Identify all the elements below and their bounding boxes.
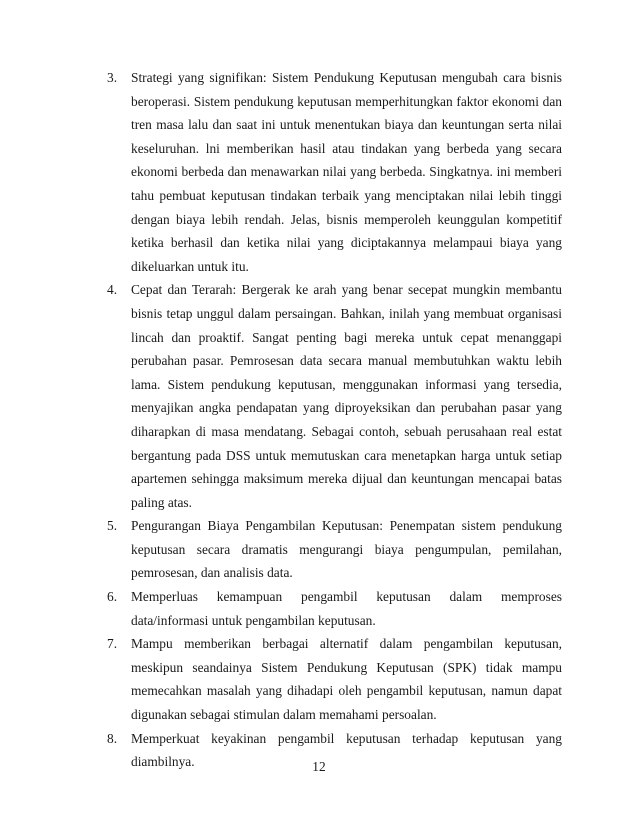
list-item xyxy=(107,632,562,726)
list-item-text: Memperluas kemampuan pengambil keputusan dalam memproses data/informasi untuk pengambilan keputusan. xyxy=(131,589,562,628)
list-item-text: Pengurangan Biaya Pengambilan Keputusan: Penempatan sistem pendukung keputusan secara dramatis mengurangi biaya pengumpulan, pemilahan, pemrosesan, dan analisis data. xyxy=(131,518,562,581)
list-item-text: Strategi yang signifikan: Sistem Pendukung Keputusan mengubah cara bisnis beroperasi. Sistem pendukung keputusan memperhitungkan faktor ekonomi dan tren masa lalu dan saat ini untuk menentukan biaya dan keuntungan serta nilai keseluruhan. lni memberikan hasil atau tindakan yang berbeda yang secara ekonomi berbeda dan menawarkan nilai yang berbeda. Singkatnya. ini memberi tahu pembuat keputusan tindakan terbaik yang menciptakan nilai lebih tinggi dengan biaya lebih rendah. Jelas, bisnis memperoleh keunggulan kompetitif ketika berhasil dan ketika nilai yang diciptakannya melampaui biaya yang dikeluarkan untuk itu. xyxy=(131,70,562,274)
list-item-number: 7. xyxy=(107,636,118,652)
list-item-text: Cepat dan Terarah: Bergerak ke arah yang benar secepat mungkin membantu bisnis tetap unggul dalam persaingan. Bahkan, inilah yang membuat organisasi lincah dan proaktif. Sangat penting bagi mereka untuk cepat menanggapi perubahan pasar. Pemrosesan data secara manual membutuhkan waktu lebih lama. Sistem pendukung keputusan, menggunakan informasi yang tersedia, menyajikan angka pendapatan yang diproyeksikan dan perubahan pasar yang diharapkan di masa mendatang. Sebagai contoh, sebuah perusahaan real estat bergantung pada DSS untuk memutuskan cara menetapkan harga untuk setiap apartemen sehingga maksimum mereka dijual dan keuntungan mencapai batas paling atas. xyxy=(131,282,562,510)
numbered-list xyxy=(107,66,562,774)
list-item-text: Memperkuat keyakinan pengambil keputusan terhadap keputusan yang diambilnya. xyxy=(131,730,562,770)
list-item-text: Mampu memberikan berbagai alternatif dalam pengambilan keputusan, meskipun seandainya Sistem Pendukung Keputusan (SPK) tidak mampu memecahkan masalah yang dihadapi oleh pengambil keputusan, namun dapat digunakan sebagai stimulan dalam memahami persoalan. xyxy=(131,636,562,723)
list-item-number: 6. xyxy=(107,589,118,605)
list-item-number: 4. xyxy=(107,282,118,298)
list-item-number: 8. xyxy=(107,730,118,746)
list-item-number: 3. xyxy=(107,70,118,85)
list-item xyxy=(107,585,562,632)
list-item xyxy=(107,278,562,514)
list-item xyxy=(107,66,562,278)
list-item-number: 5. xyxy=(107,518,118,534)
list-item xyxy=(107,514,562,585)
page-number: 12 xyxy=(312,759,326,774)
